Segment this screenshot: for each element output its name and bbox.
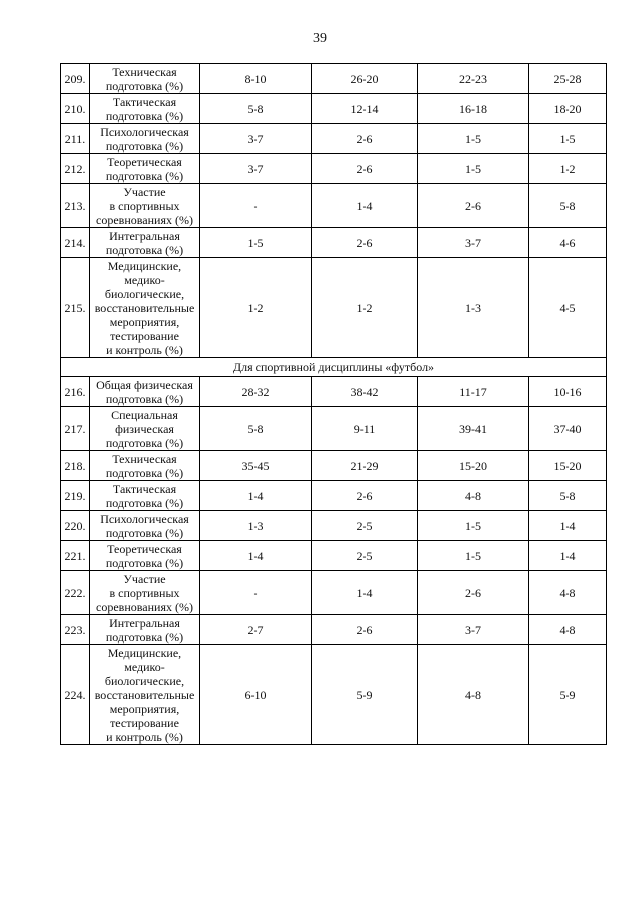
table-row: [61, 615, 607, 645]
value-cell-stage-4: 4-8: [529, 571, 607, 615]
value-cell-stage-3: 4-8: [418, 645, 529, 745]
indicator-name-line: подготовка (%): [105, 391, 184, 406]
indicator-name-line: подготовка (%): [105, 168, 184, 183]
value-cell-stage-2: 2-6: [312, 228, 418, 258]
indicator-name: [90, 511, 200, 541]
indicator-name-line: восстановительные: [94, 300, 195, 315]
value-cell-stage-1: 1-4: [200, 541, 312, 571]
value-cell-stage-2: 5-9: [312, 645, 418, 745]
indicator-name: [90, 541, 200, 571]
row-number: 221.: [61, 541, 90, 571]
indicator-name-line: мероприятия,: [109, 701, 180, 716]
indicator-name-line: подготовка (%): [105, 465, 184, 480]
value-cell-stage-3: 2-6: [418, 571, 529, 615]
indicator-name-line: подготовка (%): [105, 555, 184, 570]
training-ratio-table: [60, 63, 607, 745]
value-cell-stage-1: 2-7: [200, 615, 312, 645]
indicator-name: [90, 451, 200, 481]
indicator-name-line: медико-: [124, 272, 165, 287]
value-cell-stage-2: 1-2: [312, 258, 418, 358]
value-cell-stage-3: 16-18: [418, 94, 529, 124]
indicator-name-line: физическая: [115, 421, 174, 436]
section-header: [61, 358, 607, 377]
table-row: [61, 124, 607, 154]
indicator-name-line: подготовка (%): [105, 525, 184, 540]
value-cell-stage-3: 1-5: [418, 541, 529, 571]
value-cell-stage-1: 1-4: [200, 481, 312, 511]
indicator-name-line: соревнованиях (%): [96, 212, 193, 227]
indicator-name-line: Интегральная: [109, 615, 180, 630]
indicator-name-line: мероприятия,: [109, 314, 180, 329]
indicator-name-line: Общая физическая: [96, 377, 193, 392]
indicator-name: [90, 615, 200, 645]
value-cell-stage-1: 5-8: [200, 407, 312, 451]
value-cell-stage-4: 18-20: [529, 94, 607, 124]
value-cell-stage-1: 35-45: [200, 451, 312, 481]
indicator-name: [90, 228, 200, 258]
indicator-name-line: медико-: [124, 659, 165, 674]
indicator-name-line: тестирование: [110, 328, 179, 343]
row-number: 214.: [61, 228, 90, 258]
indicator-name-line: Интегральная: [109, 228, 180, 243]
table-row: [61, 511, 607, 541]
indicator-name-line: подготовка (%): [105, 108, 184, 123]
indicator-name-line: Психологическая: [100, 124, 189, 139]
indicator-name: [90, 377, 200, 407]
value-cell-stage-1: 5-8: [200, 94, 312, 124]
value-cell-stage-2: 2-6: [312, 154, 418, 184]
table-body-top: [61, 64, 607, 358]
table-body-bottom: [61, 377, 607, 745]
value-cell-stage-2: 2-6: [312, 615, 418, 645]
indicator-name: [90, 94, 200, 124]
section-title: Для спортивной дисциплины «футбол»: [61, 358, 607, 377]
value-cell-stage-3: 4-8: [418, 481, 529, 511]
row-number: 209.: [61, 64, 90, 94]
indicator-name-line: Техническая: [112, 64, 177, 79]
indicator-name-line: подготовка (%): [105, 242, 184, 257]
value-cell-stage-3: 1-5: [418, 154, 529, 184]
value-cell-stage-3: 2-6: [418, 184, 529, 228]
indicator-name-line: Медицинские,: [107, 645, 182, 660]
indicator-name-line: и контроль (%): [106, 729, 183, 744]
value-cell-stage-3: 39-41: [418, 407, 529, 451]
value-cell-stage-4: 5-8: [529, 184, 607, 228]
value-cell-stage-4: 25-28: [529, 64, 607, 94]
value-cell-stage-4: 10-16: [529, 377, 607, 407]
indicator-name-line: биологические,: [104, 286, 185, 301]
indicator-name: [90, 258, 200, 358]
value-cell-stage-3: 1-3: [418, 258, 529, 358]
table-row: [61, 645, 607, 745]
value-cell-stage-1: 1-2: [200, 258, 312, 358]
value-cell-stage-1: 1-3: [200, 511, 312, 541]
value-cell-stage-1: -: [200, 571, 312, 615]
table-row: [61, 481, 607, 511]
indicator-name: [90, 154, 200, 184]
row-number: 211.: [61, 124, 90, 154]
value-cell-stage-4: 1-4: [529, 511, 607, 541]
indicator-name-line: восстановительные: [94, 687, 195, 702]
indicator-name-line: Медицинские,: [107, 258, 182, 273]
table-row: [61, 571, 607, 615]
value-cell-stage-2: 2-5: [312, 511, 418, 541]
value-cell-stage-3: 11-17: [418, 377, 529, 407]
indicator-name-line: Техническая: [112, 451, 177, 466]
indicator-name-line: Тактическая: [112, 94, 177, 109]
value-cell-stage-1: 28-32: [200, 377, 312, 407]
table-row: [61, 64, 607, 94]
indicator-name-line: Специальная: [111, 407, 178, 422]
indicator-name-line: в спортивных: [109, 198, 180, 213]
indicator-name-line: подготовка (%): [105, 78, 184, 93]
value-cell-stage-2: 2-6: [312, 124, 418, 154]
row-number: 213.: [61, 184, 90, 228]
value-cell-stage-4: 4-8: [529, 615, 607, 645]
row-number: 212.: [61, 154, 90, 184]
value-cell-stage-3: 22-23: [418, 64, 529, 94]
indicator-name: [90, 645, 200, 745]
value-cell-stage-1: 8-10: [200, 64, 312, 94]
value-cell-stage-4: 37-40: [529, 407, 607, 451]
value-cell-stage-4: 1-2: [529, 154, 607, 184]
indicator-name-line: Тактическая: [112, 481, 177, 496]
table-row: [61, 94, 607, 124]
value-cell-stage-2: 9-11: [312, 407, 418, 451]
value-cell-stage-1: 3-7: [200, 124, 312, 154]
page-number: 39: [313, 31, 327, 46]
value-cell-stage-4: 15-20: [529, 451, 607, 481]
value-cell-stage-2: 12-14: [312, 94, 418, 124]
indicator-name-line: Участие: [123, 571, 166, 586]
table-row: [61, 377, 607, 407]
value-cell-stage-4: 1-4: [529, 541, 607, 571]
indicator-name-line: Теоретическая: [107, 154, 182, 169]
row-number: 222.: [61, 571, 90, 615]
table-row: [61, 258, 607, 358]
value-cell-stage-1: -: [200, 184, 312, 228]
row-number: 223.: [61, 615, 90, 645]
indicator-name: [90, 184, 200, 228]
value-cell-stage-3: 1-5: [418, 511, 529, 541]
value-cell-stage-1: 1-5: [200, 228, 312, 258]
table-row: [61, 228, 607, 258]
indicator-name-line: Участие: [123, 184, 166, 199]
value-cell-stage-2: 2-5: [312, 541, 418, 571]
indicator-name-line: и контроль (%): [106, 342, 183, 357]
value-cell-stage-2: 21-29: [312, 451, 418, 481]
value-cell-stage-3: 3-7: [418, 615, 529, 645]
indicator-name-line: Психологическая: [100, 511, 189, 526]
value-cell-stage-4: 4-5: [529, 258, 607, 358]
indicator-name: [90, 124, 200, 154]
value-cell-stage-4: 5-9: [529, 645, 607, 745]
indicator-name-line: подготовка (%): [105, 138, 184, 153]
indicator-name-line: тестирование: [110, 715, 179, 730]
value-cell-stage-2: 2-6: [312, 481, 418, 511]
row-number: 215.: [61, 258, 90, 358]
value-cell-stage-2: 1-4: [312, 571, 418, 615]
indicator-name-line: подготовка (%): [105, 629, 184, 644]
indicator-name: [90, 481, 200, 511]
indicator-name-line: биологические,: [104, 673, 185, 688]
indicator-name: [90, 407, 200, 451]
value-cell-stage-4: 4-6: [529, 228, 607, 258]
table-row: [61, 184, 607, 228]
row-number: 224.: [61, 645, 90, 745]
value-cell-stage-2: 1-4: [312, 184, 418, 228]
indicator-name-line: подготовка (%): [105, 435, 184, 450]
row-number: 219.: [61, 481, 90, 511]
row-number: 218.: [61, 451, 90, 481]
value-cell-stage-1: 6-10: [200, 645, 312, 745]
indicator-name-line: подготовка (%): [105, 495, 184, 510]
value-cell-stage-3: 3-7: [418, 228, 529, 258]
table-row: [61, 154, 607, 184]
row-number: 216.: [61, 377, 90, 407]
value-cell-stage-4: 1-5: [529, 124, 607, 154]
table-row: [61, 541, 607, 571]
value-cell-stage-3: 15-20: [418, 451, 529, 481]
indicator-name-line: соревнованиях (%): [96, 599, 193, 614]
row-number: 217.: [61, 407, 90, 451]
row-number: 210.: [61, 94, 90, 124]
row-number: 220.: [61, 511, 90, 541]
table-row: [61, 451, 607, 481]
value-cell-stage-1: 3-7: [200, 154, 312, 184]
value-cell-stage-3: 1-5: [418, 124, 529, 154]
value-cell-stage-4: 5-8: [529, 481, 607, 511]
indicator-name: [90, 571, 200, 615]
table-row: [61, 407, 607, 451]
section-row: [61, 358, 607, 377]
value-cell-stage-2: 26-20: [312, 64, 418, 94]
indicator-name-line: Теоретическая: [107, 541, 182, 556]
value-cell-stage-2: 38-42: [312, 377, 418, 407]
indicator-name: [90, 64, 200, 94]
indicator-name-line: в спортивных: [109, 585, 180, 600]
